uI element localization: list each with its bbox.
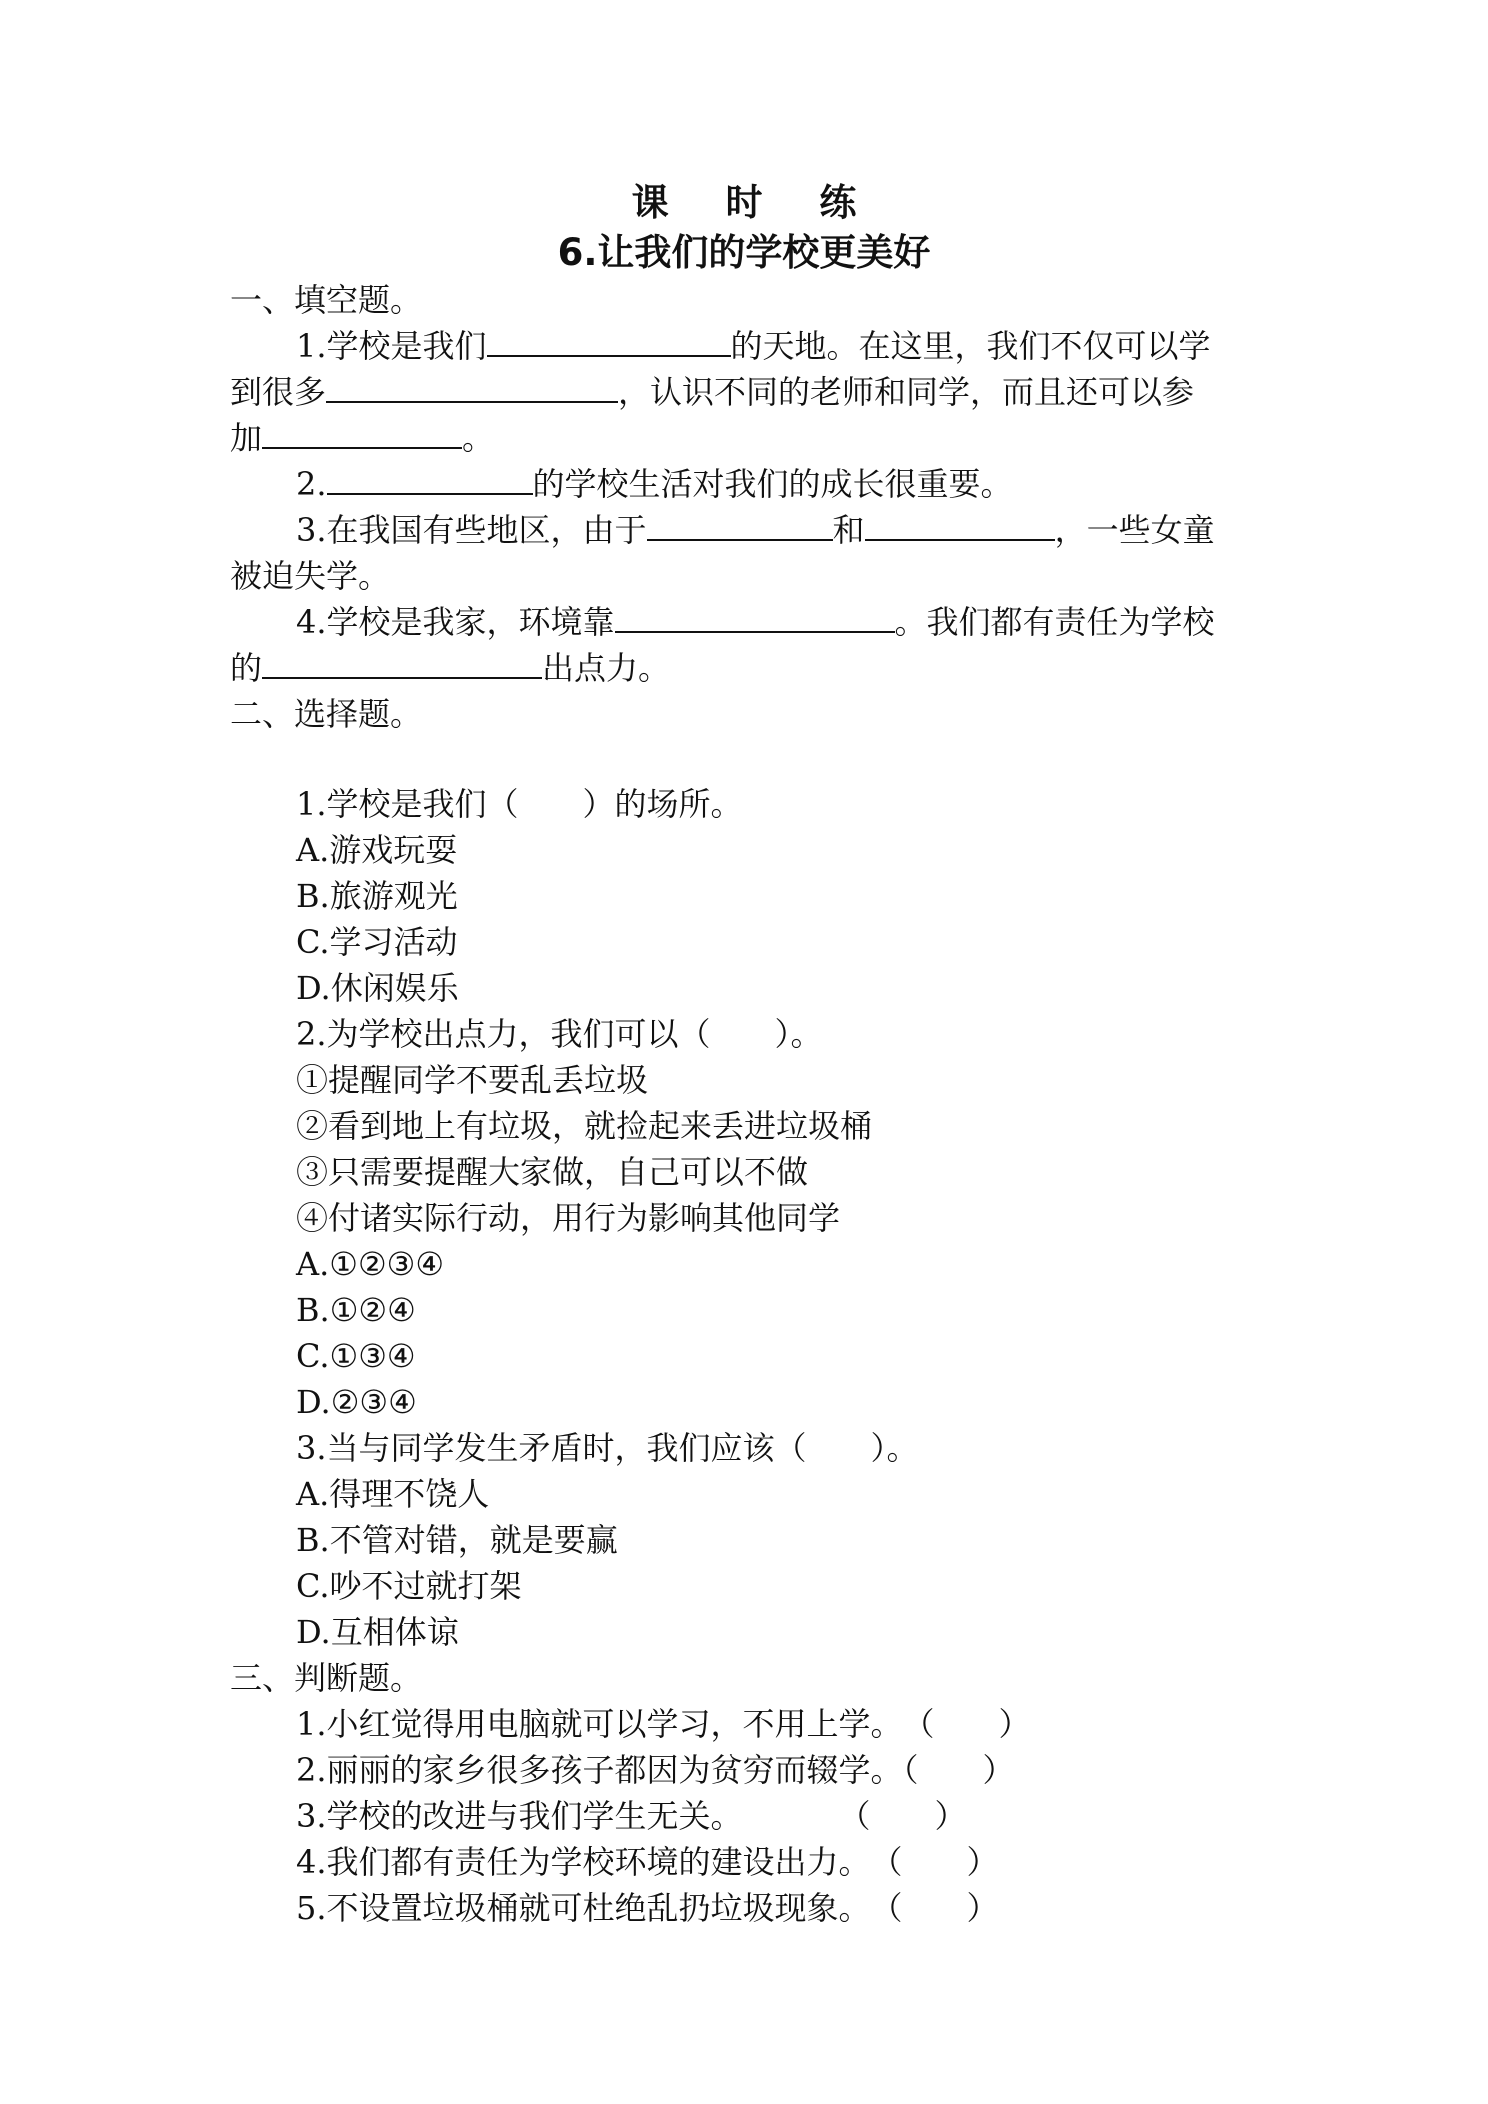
fill-question-2 [296, 462, 1013, 506]
choice-option[interactable]: A.①②③④ [296, 1245, 445, 1283]
fill-question-4-text-c: 的 [230, 649, 263, 687]
fill-question-4-text-a: 4.学校是我家，环境靠 [296, 603, 615, 641]
choice-question-2: 2.为学校出点力，我们可以（ ）。 [296, 1015, 823, 1053]
fill-question-1-line-3 [230, 416, 494, 460]
statement-item: ②看到地上有垃圾，就捡起来丢进垃圾桶 [296, 1107, 873, 1145]
statement-item: ④付诸实际行动，用行为影响其他同学 [296, 1199, 841, 1237]
fill-question-4-text-d: 出点力。 [542, 649, 671, 687]
fill-blank-2-1[interactable] [327, 463, 533, 495]
fill-blank-4-1[interactable] [615, 601, 895, 633]
fill-question-4-line-1 [296, 600, 1215, 644]
fill-question-1-line-2 [230, 370, 1194, 414]
fill-blank-1-3[interactable] [262, 417, 462, 449]
fill-question-1-text-a: 1.学校是我们 [296, 327, 487, 365]
judgment-item[interactable]: 4.我们都有责任为学校环境的建设出力。 （ ） [296, 1843, 999, 1881]
choice-question-1: 1.学校是我们（ ）的场所。 [296, 785, 743, 823]
choice-option[interactable]: D.休闲娱乐 [296, 969, 459, 1007]
choice-option[interactable]: D.互相体谅 [296, 1613, 459, 1651]
choice-option[interactable]: C.①③④ [296, 1337, 416, 1375]
judgment-item[interactable]: 3.学校的改进与我们学生无关。 （ ） [296, 1797, 967, 1835]
lesson-title: 6.让我们的学校更美好 [557, 231, 931, 274]
judgment-item[interactable]: 2.丽丽的家乡很多孩子都因为贫穷而辍学。（ ） [296, 1751, 1015, 1789]
choice-option[interactable]: B.不管对错，就是要赢 [296, 1521, 618, 1559]
fill-blank-1-2[interactable] [326, 371, 618, 403]
fill-blank-1-1[interactable] [487, 325, 731, 357]
judgment-item[interactable]: 1.小红觉得用电脑就可以学习，不用上学。 （ ） [296, 1705, 1031, 1743]
fill-question-4-line-2 [230, 646, 670, 690]
fill-question-2-text-a: 2. [296, 465, 327, 503]
fill-question-3-text-a: 3.在我国有些地区，由于 [296, 511, 647, 549]
fill-question-1-text-c: 到很多 [230, 373, 327, 411]
fill-question-1-text-e: 加 [230, 419, 263, 457]
fill-question-3-line-1 [296, 508, 1215, 552]
choice-question-3: 3.当与同学发生矛盾时，我们应该（ ）。 [296, 1429, 919, 1467]
fill-question-3-line-2: 被迫失学。 [230, 557, 391, 595]
fill-question-1-line-1 [296, 324, 1211, 368]
section-heading-fill-blank: 一、填空题。 [230, 281, 423, 319]
fill-question-1-text-d: ，认识不同的老师和同学，而且还可以参 [618, 373, 1195, 411]
fill-question-3-text-c: ，一些女童 [1054, 511, 1215, 549]
fill-question-1-text-f: 。 [462, 419, 495, 457]
choice-option[interactable]: B.①②④ [296, 1291, 416, 1329]
page-title: 课 时 练 [631, 181, 879, 224]
fill-blank-3-2[interactable] [865, 509, 1055, 541]
fill-question-4-text-b: 。我们都有责任为学校 [894, 603, 1215, 641]
choice-option[interactable]: C.学习活动 [296, 923, 458, 961]
fill-question-2-text-b: 的学校生活对我们的成长很重要。 [532, 465, 1013, 503]
choice-option[interactable]: B.旅游观光 [296, 877, 458, 915]
fill-blank-4-2[interactable] [262, 647, 542, 679]
choice-option[interactable]: A.游戏玩耍 [296, 831, 458, 869]
section-heading-true-false: 三、判断题。 [230, 1659, 423, 1697]
choice-option[interactable]: A.得理不饶人 [296, 1475, 490, 1513]
statement-item: ③只需要提醒大家做，自己可以不做 [296, 1153, 809, 1191]
statement-item: ①提醒同学不要乱丢垃圾 [296, 1061, 649, 1099]
fill-question-3-text-b: 和 [832, 511, 865, 549]
choice-option[interactable]: C.吵不过就打架 [296, 1567, 522, 1605]
judgment-item[interactable]: 5.不设置垃圾桶就可杜绝乱扔垃圾现象。 （ ） [296, 1889, 999, 1927]
fill-blank-3-1[interactable] [647, 509, 833, 541]
fill-question-1-text-b: 的天地。在这里，我们不仅可以学 [730, 327, 1211, 365]
choice-option[interactable]: D.②③④ [296, 1383, 417, 1421]
section-heading-multiple-choice: 二、选择题。 [230, 695, 423, 733]
